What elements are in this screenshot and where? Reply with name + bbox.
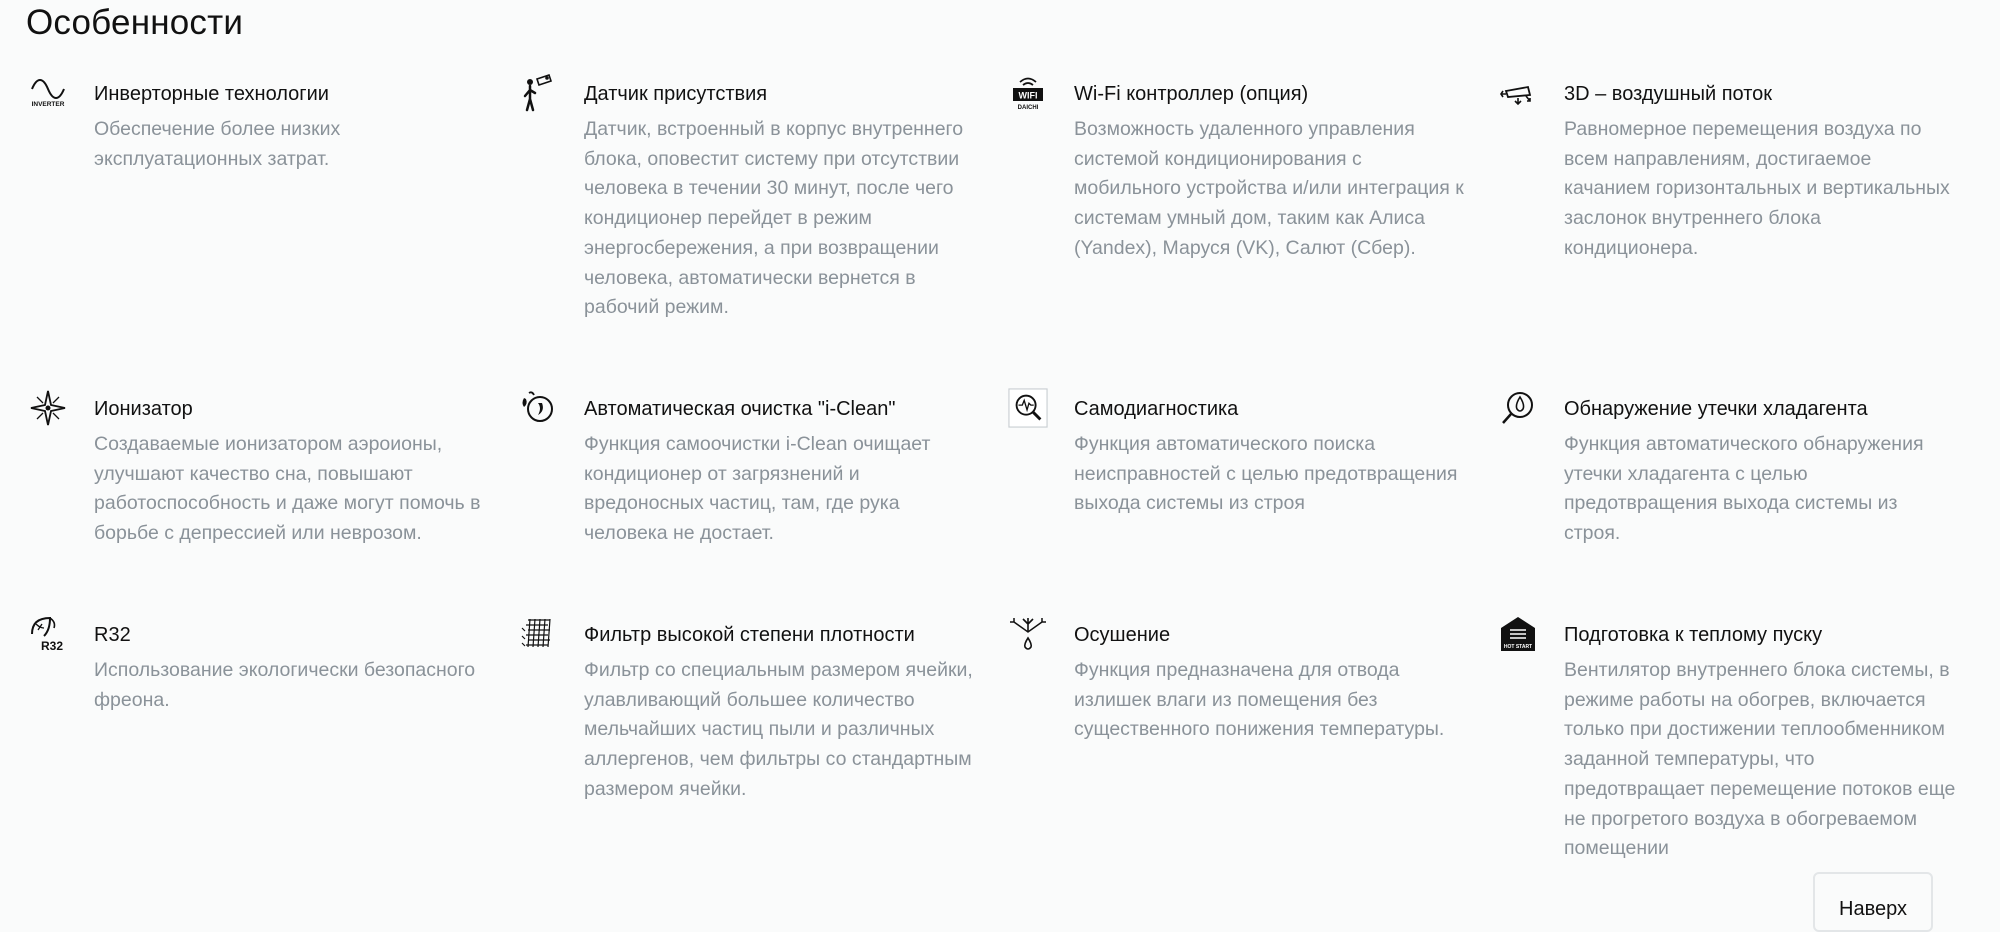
feature-title: Инверторные технологии [94, 83, 329, 105]
feature-title: Датчик присутствия [584, 83, 768, 105]
hot-start-icon [1498, 614, 1538, 654]
feature-title: Подготовка к теплому пуску [1564, 624, 1823, 646]
svg-text:HOT START: HOT START [1503, 644, 1533, 650]
feature-description: Фильтр со специальным размером ячейки, улавливающий большее количество мельчайших частиц пыли и различных аллергенов, чем фильтры со стандартным размером ячейки. [584, 659, 973, 800]
feature-wifi-controller [1017, 81, 1514, 264]
feature-title: Осушение [1074, 624, 1171, 646]
feature-description: Возможность удаленного управления системой кондиционирования с мобильного устройства и/или интеграция к системам умный дом, таким как Алиса (Yandex), Маруся (VK), Салют (Сбер). [1074, 118, 1464, 259]
feature-i-clean [584, 396, 1024, 549]
self-clean-icon [518, 388, 558, 428]
airflow-3d-icon [1498, 73, 1538, 113]
svg-text:INVERTER: INVERTER [31, 101, 65, 108]
wifi-controller-icon [1008, 73, 1048, 113]
feature-title: 3D – воздушный поток [1564, 83, 1773, 105]
feature-self-diagnostics [1074, 396, 1514, 519]
svg-text:R32: R32 [40, 639, 64, 653]
feature-hot-start [1503, 622, 2000, 864]
svg-text:WIFI: WIFI [1018, 90, 1038, 101]
page-title: Особенности [26, 3, 244, 42]
feature-refrigerant-leak [1564, 396, 2000, 549]
feature-title: Wi-Fi контроллер (опция) [1074, 83, 1309, 105]
feature-inverter [31, 81, 534, 174]
feature-description: Функция автоматического обнаружения утечки хладагента с целью предотвращения выхода системы из строя. [1564, 433, 1924, 545]
refrigerant-leak-icon [1498, 388, 1538, 428]
feature-r32 [40, 622, 534, 715]
feature-description: Функция самоочистки i-Clean очищает кондиционер от загрязнений и вредоносных частиц, там, где рука человека не достает. [584, 433, 931, 545]
feature-ionizer [94, 396, 534, 549]
feature-high-density-filter [584, 622, 1024, 805]
feature-title: Ионизатор [94, 398, 193, 420]
feature-presence-sensor [584, 81, 1024, 323]
feature-description: Вентилятор внутреннего блока системы, в режиме работы на обогрев, включается только при достижении теплообменником заданной температуры, что предотвращает перемещение потоков еще не прогретого воздуха в обогреваемом помещении [1564, 659, 1956, 860]
self-diagnostics-icon [1008, 388, 1048, 428]
feature-3d-airflow [1564, 81, 2000, 264]
r32-refrigerant-icon [28, 614, 68, 654]
svg-text:DAICHI: DAICHI [1017, 105, 1039, 111]
scroll-to-top-button[interactable]: Наверх [1813, 872, 1933, 932]
feature-title: Фильтр высокой степени плотности [584, 624, 915, 646]
inverter-icon [28, 73, 68, 113]
feature-description: Создаваемые ионизатором аэроионы, улучшают качество сна, повышают работоспособность и даже могут помочь в борьбе с депрессией или неврозом. [94, 433, 481, 545]
ionizer-icon [28, 388, 68, 428]
feature-title: R32 [94, 624, 131, 646]
feature-description: Использование экологически безопасного фреона. [94, 659, 476, 711]
feature-description: Равномерное перемещения воздуха по всем направлениям, достигаемое качанием горизонтальных и вертикальных заслонок внутреннего блока кондиционера. [1564, 118, 1950, 259]
feature-title: Обнаружение утечки хладагента [1564, 398, 1868, 420]
feature-title: Самодиагностика [1074, 398, 1239, 420]
dehumidify-icon [1008, 614, 1048, 654]
feature-title: Автоматическая очистка "i-Clean" [584, 398, 896, 420]
feature-description: Датчик, встроенный в корпус внутреннего блока, оповестит систему при отсутствии человека в течении 30 минут, после чего кондиционер перейдет в режим энергосбережения, а при возвращении человека, автоматически вернется в рабочий режим. [584, 118, 964, 319]
presence-sensor-icon [518, 73, 558, 113]
feature-description: Функция предназначена для отвода излишек влаги из помещения без существенного понижения температуры. [1074, 659, 1445, 741]
feature-dehumidify [1074, 622, 1514, 745]
feature-description: Обеспечение более низких эксплуатационных затрат. [94, 118, 341, 170]
feature-description: Функция автоматического поиска неисправностей с целью предотвращения выхода системы из строя [1074, 433, 1458, 515]
high-density-filter-icon [518, 614, 558, 654]
